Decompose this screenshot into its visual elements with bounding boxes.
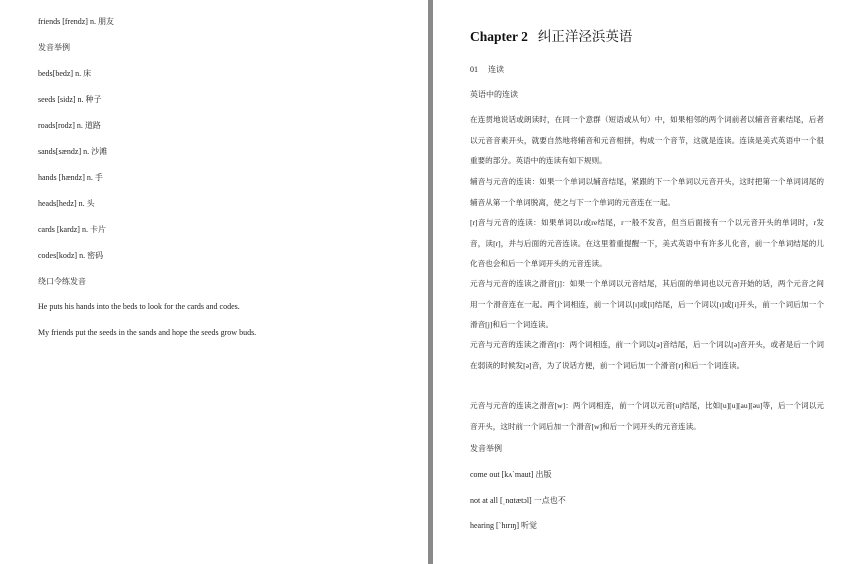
paragraph-intro: 在连贯地说话或朗读时，在同一个意群（短语或从句）中，如果相邻的两个词前者以辅音音素结尾，后者以元音音素开头，就要自然地将辅音和元音相拼，构成一个音节，这就是连读。连读是美式英语中一个很重要的部分。英语中的连读有如下规则。 bbox=[470, 115, 824, 165]
tongue-twister-line-1: He puts his hands into the beds to look for the cards and codes. bbox=[38, 302, 240, 311]
right-page bbox=[433, 0, 858, 564]
paragraph-consonant-vowel: 辅音与元音的连读：如果一个单词以辅音结尾，紧跟的下一个单词以元音开头，这时把第一个单词词尾的辅音从第一个单词脱离，使之与下一个单词的元音连在一起。 bbox=[470, 177, 824, 207]
chapter-number: Chapter 2 bbox=[470, 29, 528, 44]
example-hearing: hearing [ˋhɪrɪŋ] 听觉 bbox=[470, 521, 538, 530]
section-heading: 01 连读 bbox=[470, 65, 504, 74]
examples-heading-left: 发音举例 bbox=[38, 43, 70, 52]
left-page bbox=[0, 0, 428, 564]
example-not-at-all: not at all [ˌnɑtætɔl] 一点也不 bbox=[470, 496, 566, 505]
paragraph-glide-j: 元音与元音的连读之滑音[j]：如果一个单词以元音结尾，其后面的单词也以元音开始的话，两个元音之间用一个滑音连在一起。两个词相连，前一个词以[ɪ]或[i]结尾，后一个词以[ɪ]或[i]开头，前一个词后加一个滑音[j]和后一个词连读。 bbox=[470, 279, 824, 329]
vocab-line-roads: roads[rodz] n. 道路 bbox=[38, 121, 101, 130]
chapter-heading bbox=[470, 29, 632, 45]
paragraph-glide-r: 元音与元音的连读之滑音[r]：两个词相连，前一个词以[ə]音结尾，后一个词以[ə]音开头，或者是后一个词在弱读的时候发[ə]音，为了说话方便，前一个词后加一个滑音[r]和后一个词连读。 bbox=[470, 340, 824, 370]
vocab-line-codes: codes[kodz] n. 密码 bbox=[38, 251, 104, 260]
vocab-line-cards: cards [kardz] n. 卡片 bbox=[38, 225, 106, 234]
examples-heading-right: 发音举例 bbox=[470, 444, 502, 453]
tongue-twister-heading: 绕口令练发音 bbox=[38, 277, 86, 286]
paragraph-r-linking: [r]音与元音的连读：如果单词以r或re结尾，r一般不发音，但当后面接有一个以元音开头的单词时，r发音，读[r]，并与后面的元音连读。在这里着重提醒一下，美式英语中有许多儿化音，前一个单词结尾的儿化音也会和后一个单词开头的元音连读。 bbox=[470, 218, 824, 268]
vocab-line-hands: hands [hændz] n. 手 bbox=[38, 173, 103, 182]
vocab-line-beds: beds[bedz] n. 床 bbox=[38, 69, 92, 78]
vocab-line-heads: heads[hedz] n. 头 bbox=[38, 199, 95, 208]
example-come-out: come out [kʌˋmaut] 出版 bbox=[470, 470, 552, 479]
chapter-title: 纠正洋泾浜英语 bbox=[537, 29, 633, 44]
paragraph-glide-w: 元音与元音的连读之滑音[w]：两个词相连，前一个词以元音[u]结尾，比如[u][u][au][əu]等，后一个词以元音开头，这时前一个词后加一个滑音[w]和后一个词开头的元音连读。 bbox=[470, 401, 824, 431]
vocab-line-sands: sands[sændz] n. 沙滩 bbox=[38, 147, 108, 156]
vocab-line-friends: friends [frendz] n. 朋友 bbox=[38, 17, 114, 26]
subheading: 英语中的连读 bbox=[470, 90, 518, 99]
vocab-line-seeds: seeds [sidz] n. 种子 bbox=[38, 95, 102, 104]
tongue-twister-line-2: My friends put the seeds in the sands and hope the seeds grow buds. bbox=[38, 328, 257, 337]
